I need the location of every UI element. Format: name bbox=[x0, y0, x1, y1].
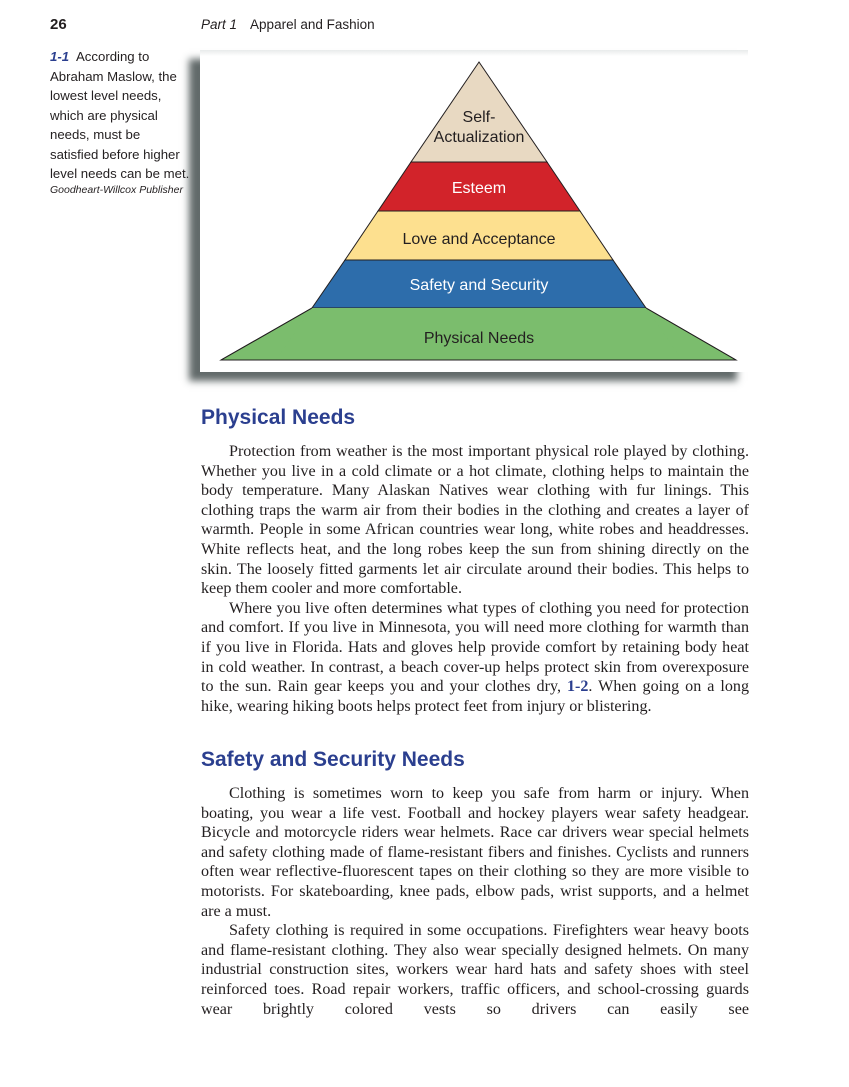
pyramid-label-physical: Physical Needs bbox=[423, 330, 535, 347]
pyramid-label-esteem: Esteem bbox=[451, 180, 507, 197]
paragraph: Clothing is sometimes worn to keep you safe from harm or injury. When boating, you wear a life vest. Football and hockey players wear safety headgear. Bicycle and motorcycle riders wear helmets. Race car drivers wear special helmets and safety clothing made of flame-resistant fibers and finishes. Cyclists and runners often wear reflective-fluorescent tapes on their clothing so they are more visible to motorists. For skateboarding, knee pads, elbow pads, wrist supports, and a helmet are a must. bbox=[201, 785, 749, 920]
caption-text: According to Abraham Maslow, the lowest level needs, which are physical needs, must be satisfied before higher level needs can be met. bbox=[50, 49, 190, 181]
section-body-safety-needs bbox=[201, 784, 749, 1019]
section-heading-physical-needs: Physical Needs bbox=[201, 406, 356, 429]
page-number: 26 bbox=[50, 16, 67, 33]
part-title: Apparel and Fashion bbox=[250, 17, 375, 32]
part-label: Part 1 bbox=[201, 17, 238, 32]
paragraph: Protection from weather is the most important physical role played by clothing. Whether you live in a cold climate or a hot climate, clothing helps to maintain the body temperature. Many Alaskan Natives wear clothing with fur linings. This clothing traps the warm air from their bodies in the clothing and creates a layer of warmth. People in some African countries wear long, white robes and headdresses. White reflects heat, and the long robes keep the sun from shining directly on the skin. The loosely fitted garments let air circulate around their bodies. This helps to keep them cooler and more comfortable. bbox=[201, 443, 749, 598]
section-heading-safety-needs: Safety and Security Needs bbox=[201, 748, 465, 771]
figure-caption bbox=[50, 47, 190, 197]
figure-reference-link[interactable]: 1-2 bbox=[566, 678, 589, 696]
section-body-physical-needs bbox=[201, 442, 749, 716]
paragraph: Safety clothing is required in some occupations. Firefighters wear heavy boots and flame-resistant clothing. They also wear specially designed helmets. On many industrial construction sites, workers wear hard hats and safety shoes with steel reinforced toes. Road repair workers, traffic officers, and school-crossing guards wear brightly colored vests so drivers can easily see bbox=[201, 922, 749, 1018]
pyramid-label-self: Self- bbox=[462, 109, 496, 126]
running-head bbox=[201, 17, 375, 32]
paragraph: Where you live often determines what types of clothing you need for protection and comfort. If you live in Minnesota, you will need more clothing for warmth than if you live in Florida. Hats and gloves help provide comfort by retaining body heat in cold weather. In contrast, a beach cover-up helps protect skin from overexposure to the sun. Rain gear keeps you and your clothes dry, 1-2. When going on a long hike, wearing hiking boots helps protect feet from injury or blistering. bbox=[201, 599, 749, 715]
pyramid-label-love: Love and Acceptance bbox=[402, 231, 556, 248]
pyramid-label-safety: Safety and Security bbox=[409, 277, 549, 294]
figure-credit: Goodheart-Willcox Publisher bbox=[50, 183, 183, 196]
figure-number: 1-1 bbox=[50, 49, 70, 64]
figure-frame bbox=[200, 50, 748, 372]
pyramid-label-actualization: Actualization bbox=[433, 129, 525, 146]
maslow-pyramid bbox=[200, 50, 748, 372]
